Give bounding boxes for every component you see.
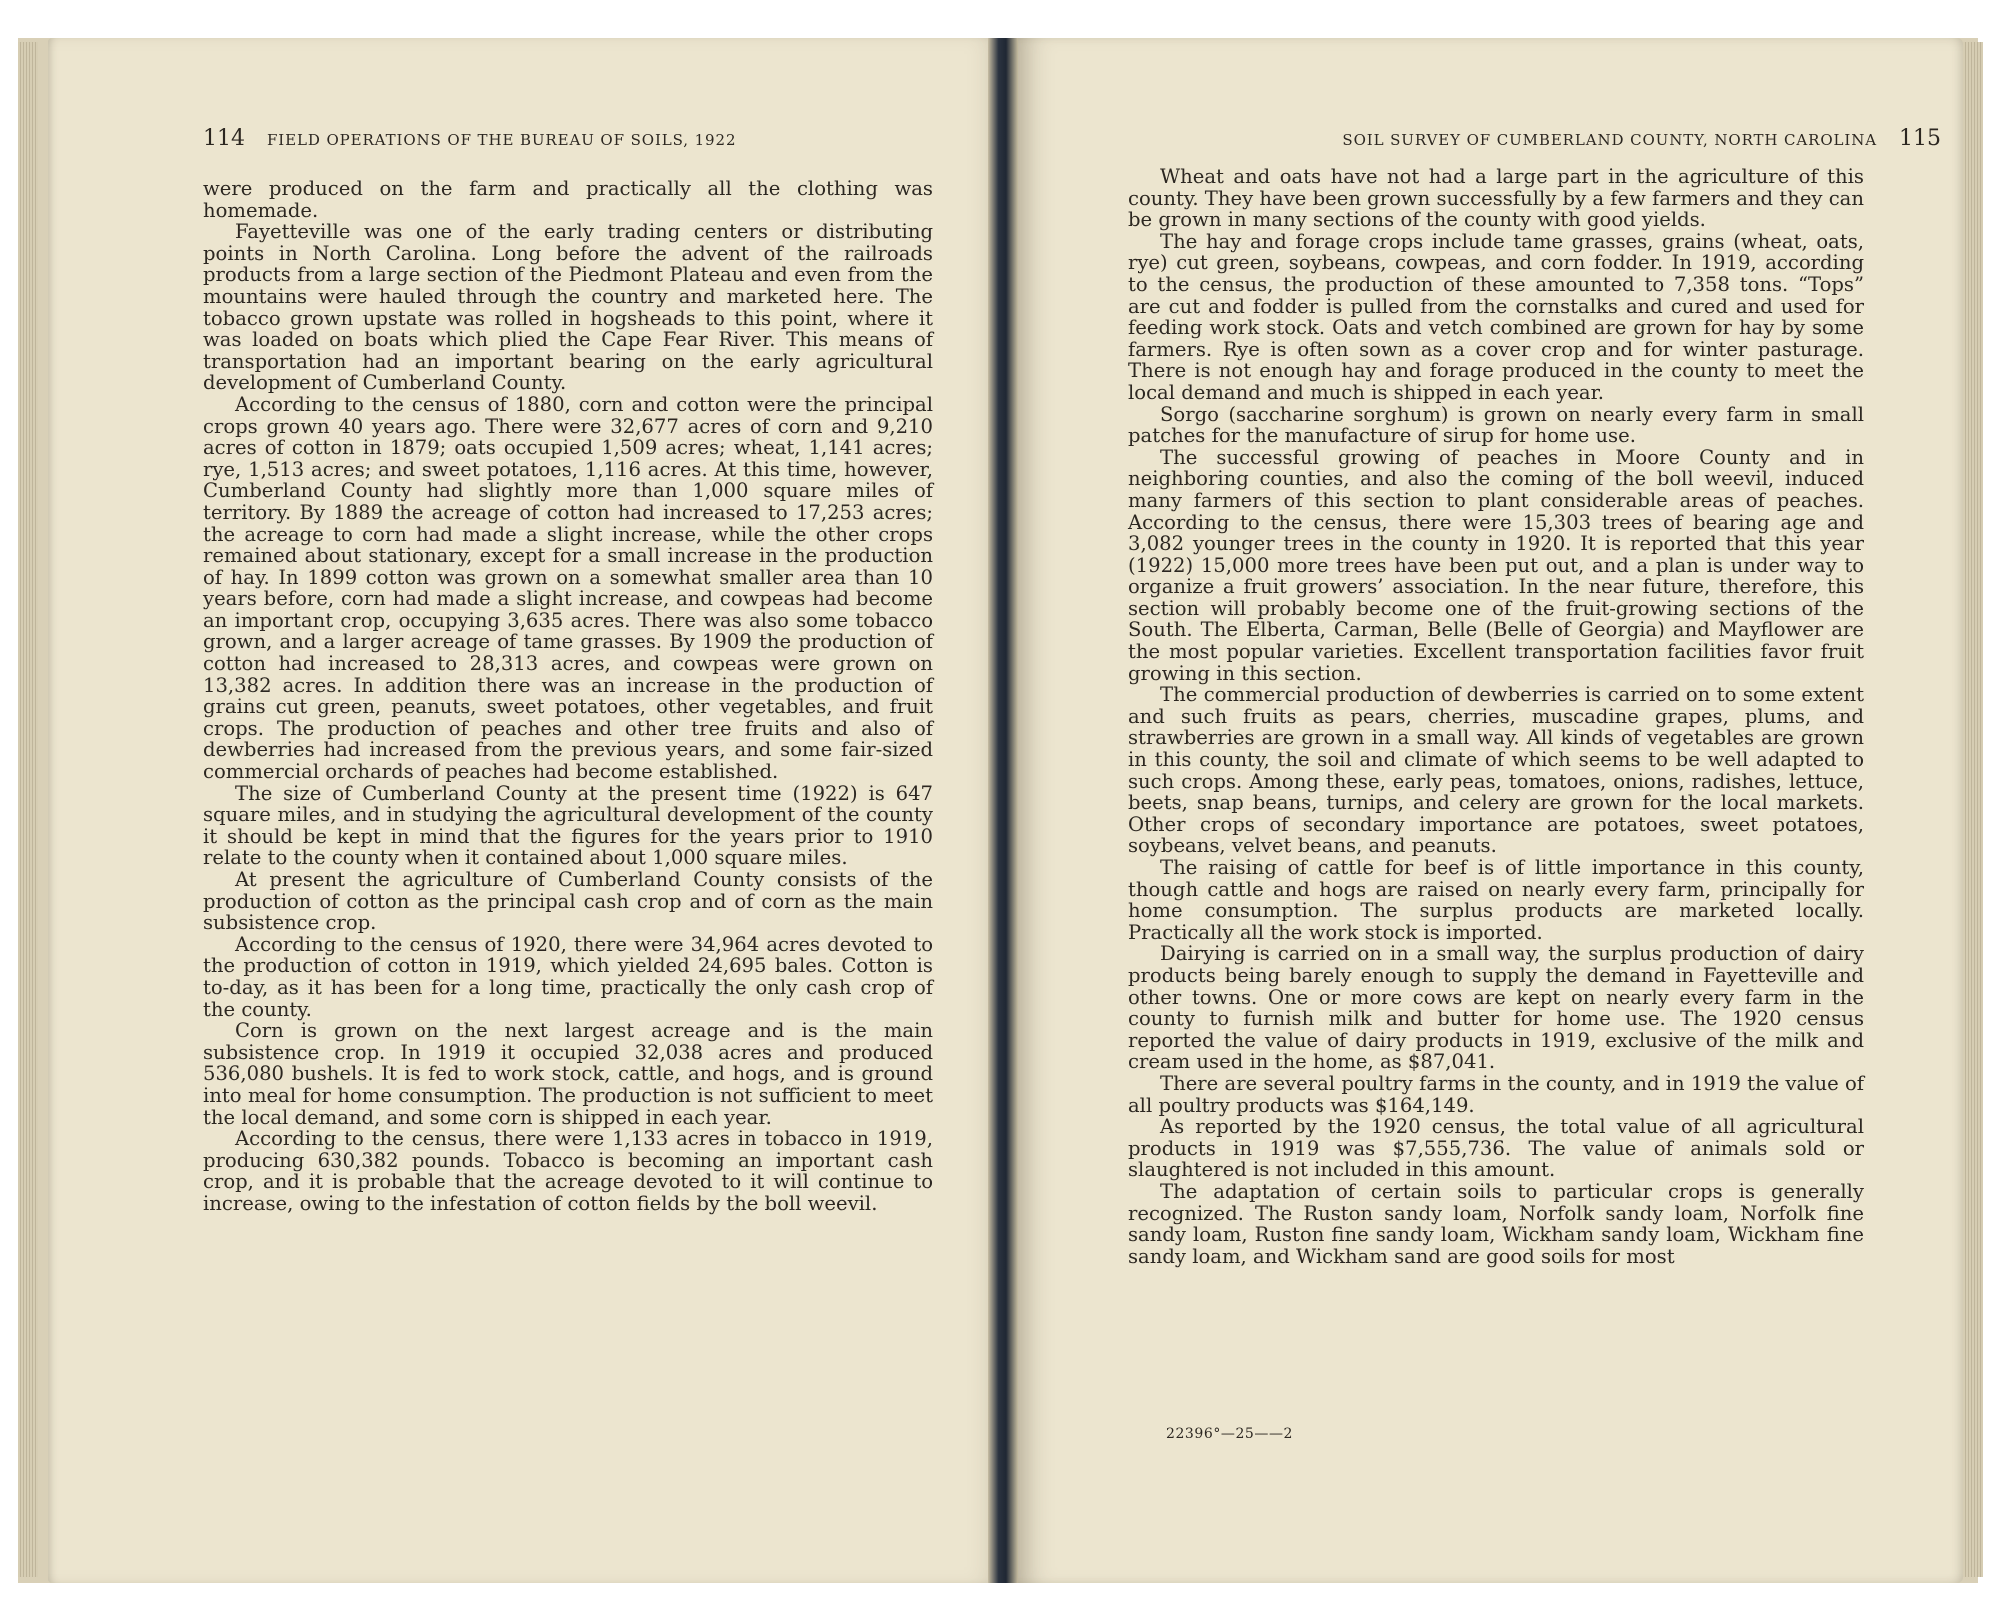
paragraph: The adaptation of certain soils to particular crops is generally recognized. The Ruston sandy loam, Norfolk sandy loam, Norfolk fine sandy loam, Ruston fine sandy loam, Wickham sandy loam, Wickham fine sandy loam, and Wickham sand are good soils for most	[1128, 1179, 1864, 1268]
paragraph: Corn is grown on the next largest acreage and is the main subsistence crop. In 1919 it occupied 32,038 acres and produced 536,080 bushels. It is fed to work stock, cattle, and hogs, and is ground into meal for home consumption. The production is not sufficient to meet the local demand, and some corn is shipped in each year.	[203, 1019, 933, 1129]
right-page-header	[1342, 126, 1941, 151]
left-page	[48, 38, 1008, 1583]
paragraph: were produced on the farm and practically all the clothing was homemade.	[203, 177, 933, 222]
paragraph: Wheat and oats have not had a large part in the agriculture of this county. They have been grown successfully by a few farmers and they can be grown in many sections of the county with good yields.	[1128, 165, 1864, 232]
paragraph: Fayetteville was one of the early trading centers or distributing points in North Carolina. Long before the advent of the railroads products from a large section of the Piedmont Plateau and even from the mountains were hauled through the country and marketed here. The tobacco grown upstate was rolled in hogsheads to this point, where it was loaded on boats which plied the Cape Fear River. This means of transportation had an important bearing on the early agricultural development of Cumberland County.	[203, 220, 933, 395]
book-spine	[988, 38, 1018, 1583]
open-book	[18, 38, 1978, 1583]
left-page-number: 114	[203, 126, 245, 151]
paragraph: There are several poultry farms in the county, and in 1919 the value of all poultry products was $164,149.	[1128, 1071, 1864, 1117]
paragraph: According to the census, there were 1,133 acres in tobacco in 1919, producing 630,382 pounds. Tobacco is becoming an important cash crop, and it is probable that the acreage devoted to it will continue to increase, owing to the infestation of cotton fields by the boll weevil.	[203, 1127, 933, 1215]
paragraph: The commercial production of dewberries is carried on to some extent and such fruits as pears, cherries, muscadine grapes, plums, and strawberries are grown in a small way. All kinds of vegetables are grown in this county, the soil and climate of which seems to be well adapted to such crops. Among these, early peas, tomatoes, onions, radishes, lettuce, beets, snap beans, turnips, and celery are grown for the local markets. Other crops of secondary importance are potatoes, sweet potatoes, soybeans, velvet beans, and peanuts.	[1128, 683, 1864, 858]
right-page-number: 115	[1899, 126, 1941, 151]
left-page-text	[203, 178, 933, 1215]
right-running-head: SOIL SURVEY OF CUMBERLAND COUNTY, NORTH CAROLINA	[1342, 131, 1877, 149]
paragraph: The hay and forage crops include tame grasses, grains (wheat, oats, rye) cut green, soybeans, cowpeas, and corn fodder. In 1919, according to the census, the production of these amounted to 7,358 tons. “Tops” are cut and fodder is pulled from the cornstalks and cured and used for feeding work stock. Oats and vetch combined are grown for hay by some farmers. Rye is often sown as a cover crop and for winter pasturage. There is not enough hay and forage produced in the county to meet the local demand and much is shipped in each year.	[1128, 229, 1864, 404]
paragraph: Dairying is carried on in a small way, the surplus production of dairy products being barely enough to supply the demand in Fayetteville and other towns. One or more cows are kept on nearly every farm in the county to furnish milk and butter for home use. The 1920 census reported the value of dairy products in 1919, exclusive of the milk and cream used in the home, as $87,041.	[1128, 942, 1864, 1074]
paragraph: At present the agriculture of Cumberland County consists of the production of cotton as the principal cash crop and of corn as the main subsistence crop.	[203, 868, 933, 935]
right-page	[1018, 38, 1963, 1583]
printer-signature: 22396°—25——2	[1166, 1426, 1293, 1442]
paragraph: As reported by the 1920 census, the total value of all agricultural products in 1919 was $7,555,736. The value of animals sold or slaughtered is not included in this amount.	[1128, 1115, 1864, 1182]
right-page-edges	[1963, 42, 1983, 1577]
paragraph: The raising of cattle for beef is of little importance in this county, though cattle and hogs are raised on nearly every farm, principally for home consumption. The surplus products are marketed locally. Practically all the work stock is imported.	[1128, 856, 1864, 944]
paragraph: The size of Cumberland County at the present time (1922) is 647 square miles, and in studying the agricultural development of the county it should be kept in mind that the figures for the years prior to 1910 relate to the county when it contained about 1,000 square miles.	[203, 781, 933, 870]
left-page-header	[203, 126, 736, 151]
paragraph: Sorgo (saccharine sorghum) is grown on nearly every farm in small patches for the manufacture of sirup for home use.	[1128, 402, 1864, 448]
paragraph: According to the census of 1920, there were 34,964 acres devoted to the production of cotton in 1919, which yielded 24,695 bales. Cotton is to-day, as it has been for a long time, practically the only cash crop of the county.	[203, 932, 933, 1021]
right-page-text	[1128, 166, 1864, 1267]
paragraph: According to the census of 1880, corn and cotton were the principal crops grown 40 years ago. There were 32,677 acres of corn and 9,210 acres of cotton in 1879; oats occupied 1,509 acres; wheat, 1,141 acres; rye, 1,513 acres; and sweet potatoes, 1,116 acres. At this time, however, Cumberland County had slightly more than 1,000 square miles of territory. By 1889 the acreage of cotton had increased to 17,253 acres; the acreage to corn had made a slight increase, while the other crops remained about stationary, except for a small increase in the production of hay. In 1899 cotton was grown on a somewhat smaller area than 10 years before, corn had made a slight increase, and cowpeas had become an important crop, occupying 3,635 acres. There was also some tobacco grown, and a larger acreage of tame grasses. By 1909 the production of cotton had increased to 28,313 acres, and cowpeas were grown on 13,382 acres. In addition there was an increase in the production of grains cut green, peanuts, sweet potatoes, other vegetables, and fruit crops. The production of peaches and other tree fruits and also of dewberries had increased from the previous years, and some fair-sized commercial orchards of peaches had become established.	[203, 392, 933, 784]
paragraph: The successful growing of peaches in Moore County and in neighboring counties, and also the coming of the boll weevil, induced many farmers of this section to plant considerable areas of peaches. According to the census, there were 15,303 trees of bearing age and 3,082 younger trees in the county in 1920. It is reported that this year (1922) 15,000 more trees have been put out, and a plan is under way to organize a fruit growers’ association. In the near future, therefore, this section will probably become one of the fruit-growing sections of the South. The Elberta, Carman, Belle (Belle of Georgia) and Mayflower are the most popular varieties. Excellent transportation facilities favor fruit growing in this section.	[1128, 445, 1864, 685]
left-page-edges	[18, 42, 38, 1577]
left-running-head: FIELD OPERATIONS OF THE BUREAU OF SOILS, 1922	[267, 131, 737, 149]
